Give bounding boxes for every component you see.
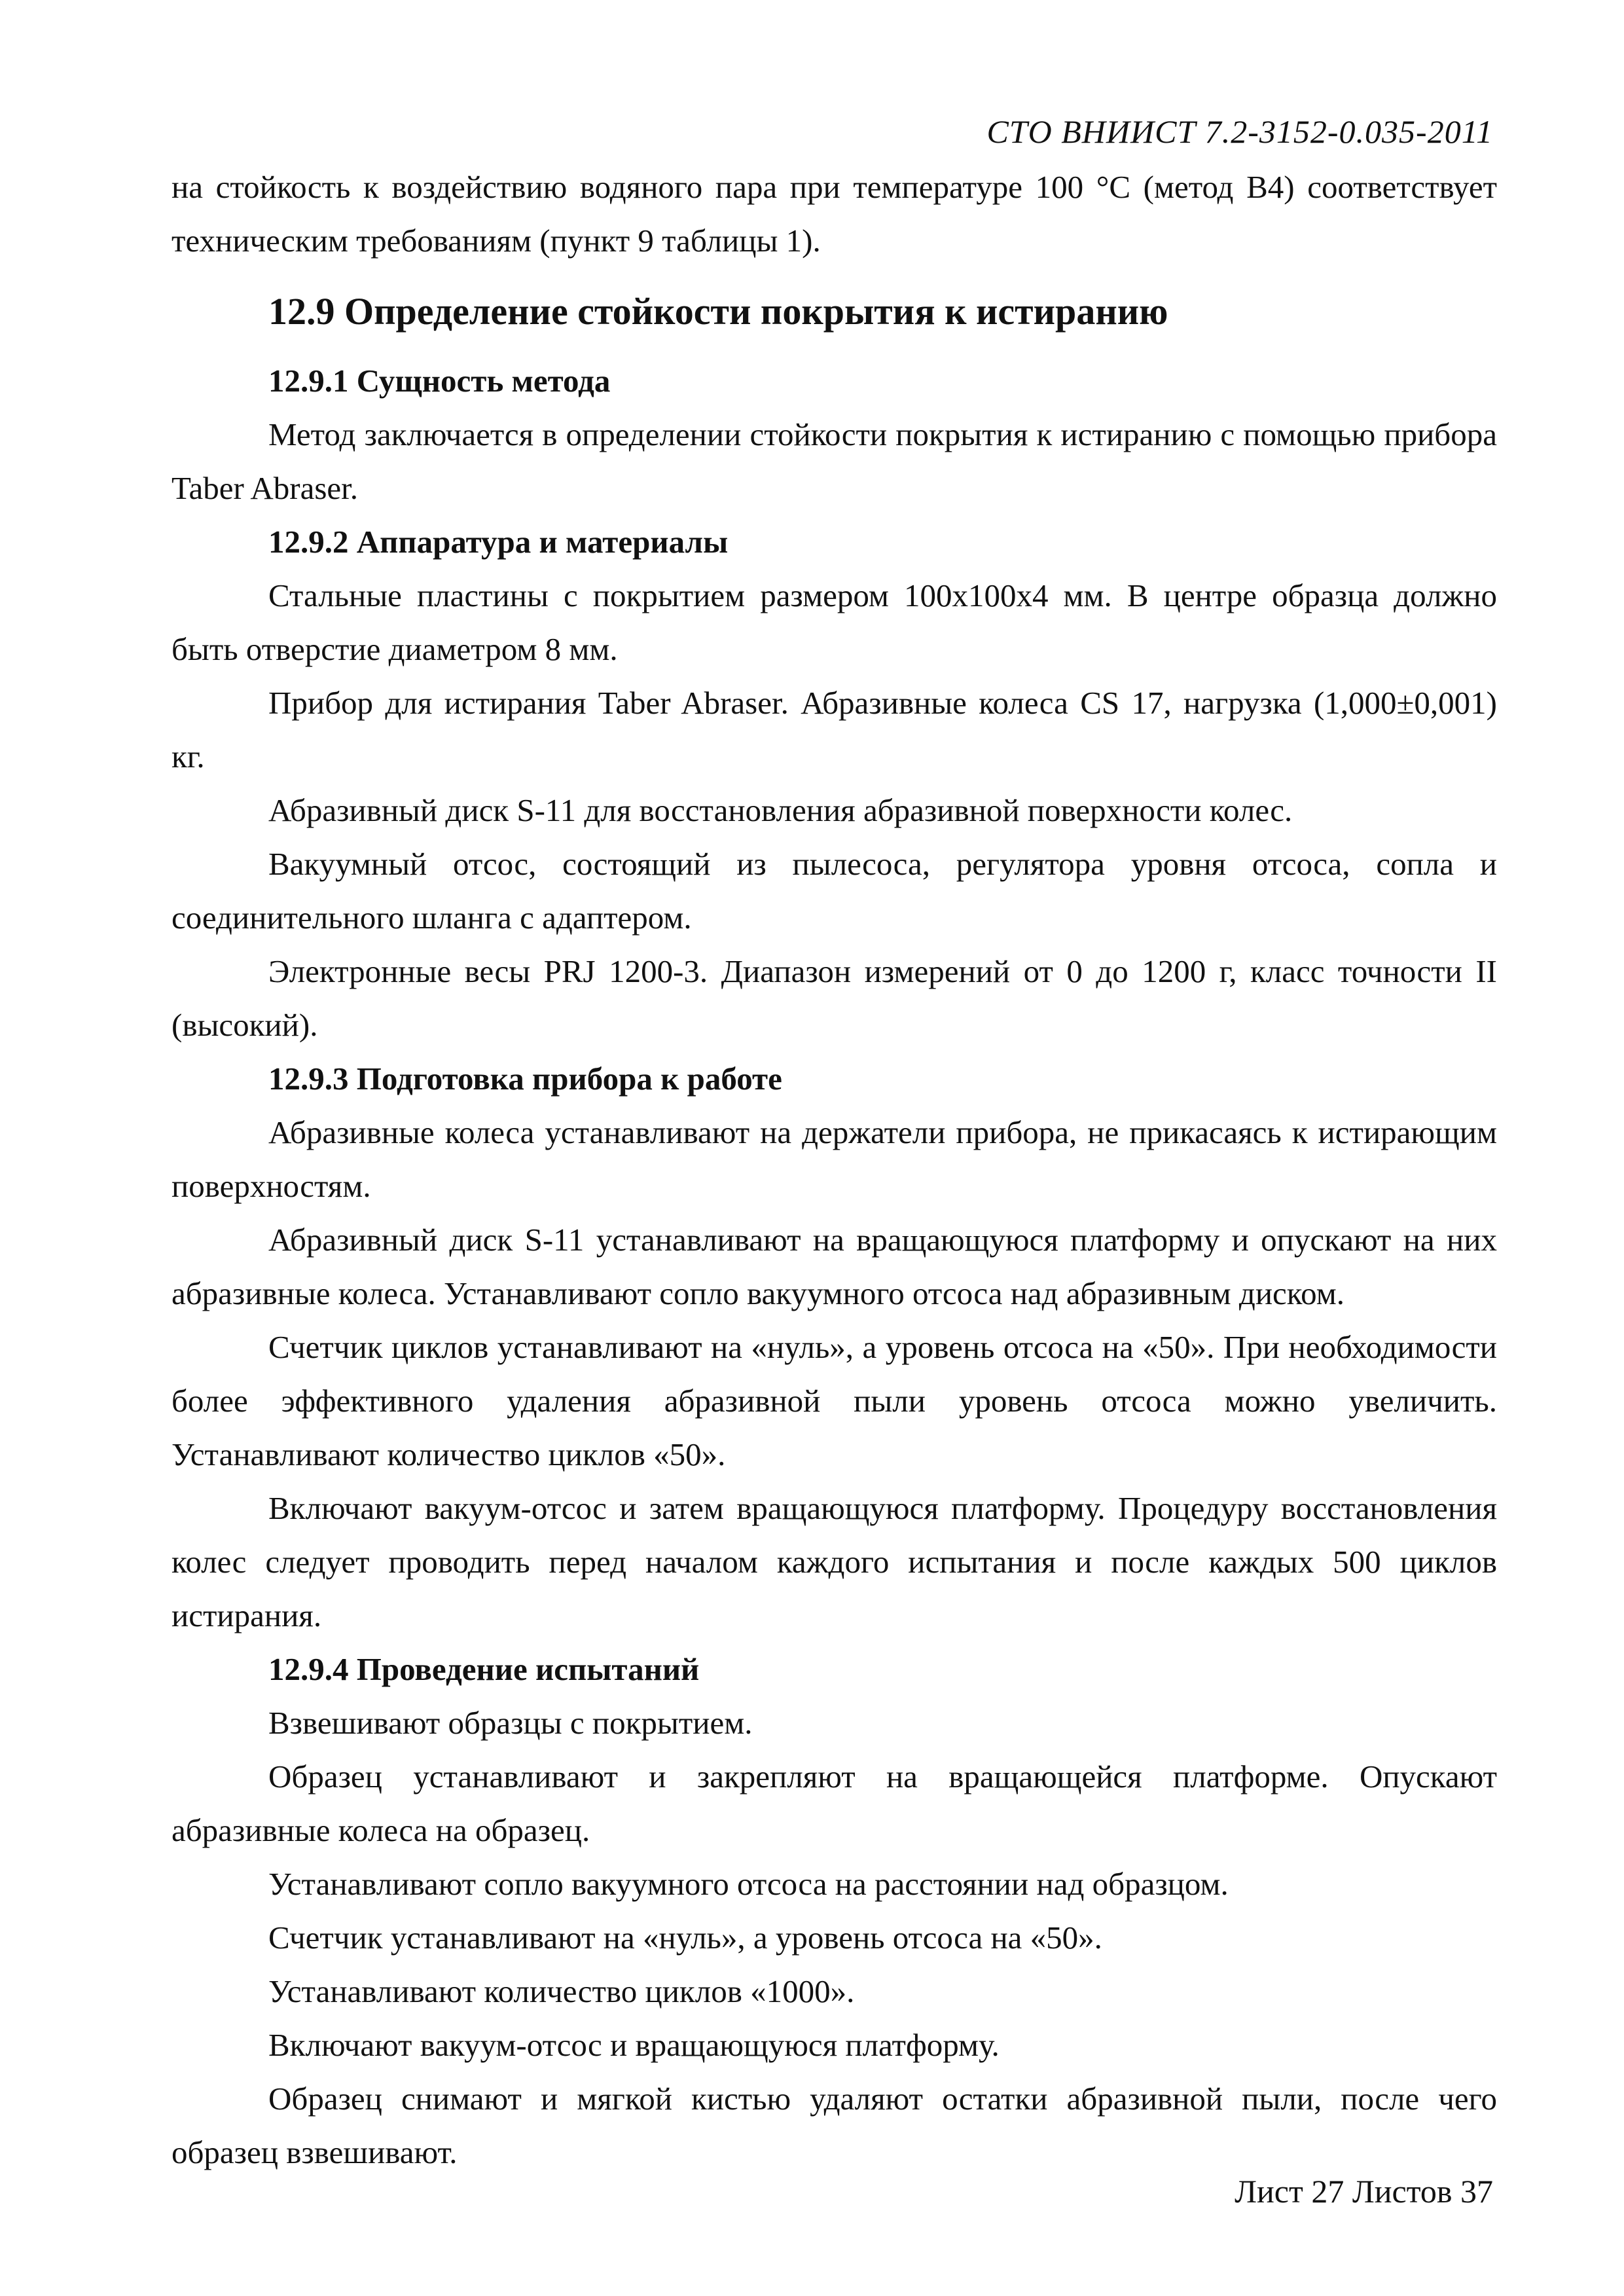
paragraph: Устанавливают количество циклов «1000». <box>268 1973 855 2009</box>
paragraph: Стальные пластины с покрытием размером 100х100х4 мм. В центре образца должно быть отверстие диаметром 8 мм. <box>171 577 1497 667</box>
paragraph: Метод заключается в определении стойкости покрытия к истиранию с помощью прибора Taber Abraser. <box>171 416 1497 506</box>
paragraph: Взвешивают образцы с покрытием. <box>268 1705 753 1741</box>
paragraph: Образец устанавливают и закрепляют на вращающейся платформе. Опускают абразивные колеса на образец. <box>171 1758 1497 1848</box>
subsection-title-testing: 12.9.4 Проведение испытаний <box>268 1651 700 1687</box>
subsection-title-apparatus: 12.9.2 Аппаратура и материалы <box>268 524 729 560</box>
paragraph: Прибор для истирания Taber Abraser. Абразивные колеса CS 17, нагрузка (1,000±0,001) кг. <box>171 685 1497 774</box>
paragraph: Счетчик устанавливают на «нуль», а уровень отсоса на «50». <box>268 1920 1102 1956</box>
paragraph: Устанавливают сопло вакуумного отсоса на расстоянии над образцом. <box>268 1866 1229 1902</box>
paragraph: Включают вакуум-отсос и затем вращающуюся платформу. Процедуру восстановления колес следует проводить перед началом каждого испытания и после каждых 500 циклов истирания. <box>171 1490 1497 1633</box>
subsection-title-essence: 12.9.1 Сущность метода <box>268 363 611 399</box>
subsection-title-preparation: 12.9.3 Подготовка прибора к работе <box>268 1061 782 1097</box>
document-code-header: СТО ВНИИСТ 7.2-3152-0.035-2011 <box>986 113 1493 150</box>
paragraph: Абразивный диск S-11 для восстановления абразивной поверхности колес. <box>268 792 1293 828</box>
paragraph: Образец снимают и мягкой кистью удаляют остатки абразивной пыли, после чего образец взвешивают. <box>171 2081 1497 2170</box>
paragraph: Вакуумный отсос, состоящий из пылесоса, регулятора уровня отсоса, сопла и соединительного шланга с адаптером. <box>171 846 1497 936</box>
document-body <box>171 160 1497 2179</box>
sheet-number-footer: Лист 27 Листов 37 <box>1235 2173 1493 2210</box>
section-title: 12.9 Определение стойкости покрытия к истиранию <box>268 290 1168 333</box>
paragraph: Абразивные колеса устанавливают на держатели прибора, не прикасаясь к истирающим поверхностям. <box>171 1114 1497 1204</box>
paragraph: Счетчик циклов устанавливают на «нуль», а уровень отсоса на «50». При необходимости более эффективного удаления абразивной пыли уровень отсоса можно увеличить. Устанавливают количество циклов «50». <box>171 1329 1497 1472</box>
paragraph: Электронные весы PRJ 1200-3. Диапазон измерений от 0 до 1200 г, класс точности II (высокий). <box>171 953 1497 1043</box>
paragraph: Абразивный диск S-11 устанавливают на вращающуюся платформу и опускают на них абразивные колеса. Устанавливают сопло вакуумного отсоса над абразивным диском. <box>171 1222 1497 1311</box>
intro-paragraph: на стойкость к воздействию водяного пара при температуре 100 °С (метод В4) соответствует техническим требованиям (пункт 9 таблицы 1). <box>171 169 1497 259</box>
paragraph: Включают вакуум-отсос и вращающуюся платформу. <box>268 2027 1000 2063</box>
